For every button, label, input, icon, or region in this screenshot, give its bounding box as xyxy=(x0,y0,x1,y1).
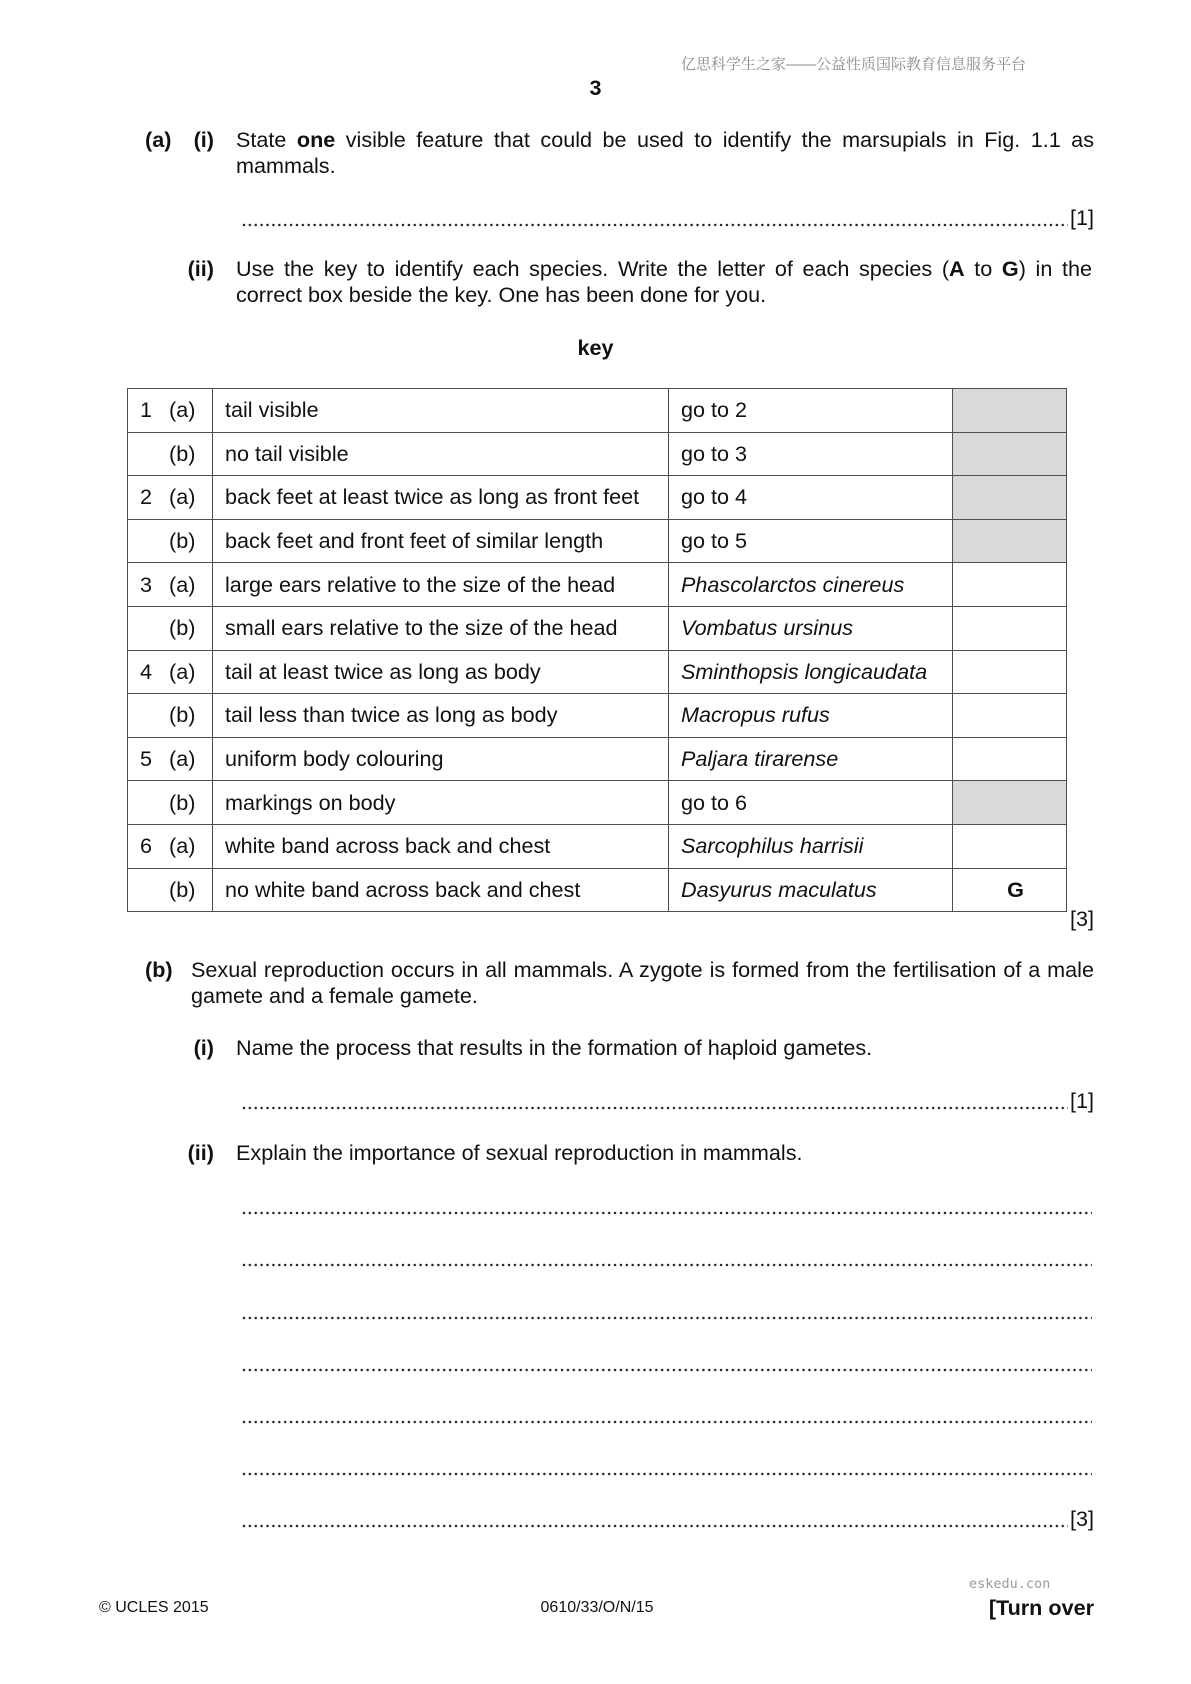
marks-label: [1] xyxy=(1069,205,1094,230)
key-step-number: 1 xyxy=(140,397,153,423)
answer-box-shaded xyxy=(953,389,1067,433)
answer-line-b-ii xyxy=(241,1350,1092,1376)
key-description: markings on body xyxy=(213,781,669,825)
question-b-label: (b) xyxy=(145,957,173,982)
answer-box xyxy=(953,737,1067,781)
key-step-part: (b) xyxy=(169,702,196,728)
watermark-site-text: eskedu.con xyxy=(969,1576,1051,1592)
question-b-ii-label: (ii) xyxy=(187,1140,214,1165)
question-a-i-text xyxy=(236,127,1094,179)
key-step-part: (a) xyxy=(169,833,196,859)
question-a-i-label: (i) xyxy=(193,127,214,152)
key-description: large ears relative to the size of the head xyxy=(213,563,669,607)
question-a-ii-letter-a: A xyxy=(949,256,965,281)
key-row xyxy=(128,868,1067,912)
question-a-ii-text-3: ) in the correct box beside the key. One has been done for you. xyxy=(236,256,1092,307)
key-step-part: (a) xyxy=(169,571,196,597)
key-table xyxy=(127,388,1067,912)
answer-line-b-ii xyxy=(241,1298,1092,1324)
key-row xyxy=(128,824,1067,868)
key-step-cell xyxy=(128,563,213,607)
key-step-cell xyxy=(128,650,213,694)
key-species-name: Sminthopsis longicaudata xyxy=(669,650,953,694)
key-step-cell xyxy=(128,824,213,868)
key-step-cell xyxy=(128,432,213,476)
question-a-i-emphasis: one xyxy=(296,127,336,152)
answer-box-shaded xyxy=(953,519,1067,563)
question-b-i-label: (i) xyxy=(193,1035,214,1060)
key-step-part: (a) xyxy=(169,746,196,772)
answer-dotted-line xyxy=(241,1263,1092,1267)
question-a-ii-text-1: Use the key to identify each species. Write the letter of each species ( xyxy=(236,256,950,281)
answer-line-b-ii xyxy=(241,1454,1092,1480)
answer-line-a-i xyxy=(241,205,1094,231)
key-step-part: (a) xyxy=(169,397,196,423)
answer-box xyxy=(953,824,1067,868)
key-description: tail less than twice as long as body xyxy=(213,694,669,738)
key-outcome: go to 2 xyxy=(669,389,953,433)
key-description: uniform body colouring xyxy=(213,737,669,781)
question-b-text: Sexual reproduction occurs in all mammals. A zygote is formed from the fertilisation of a male gamete and a female gamete. xyxy=(191,957,1094,1008)
answer-box xyxy=(953,563,1067,607)
question-a-i-text-end: visible feature that could be used to identify the marsupials in Fig. 1.1 as mammals. xyxy=(236,127,1094,178)
key-step-number: 3 xyxy=(140,571,153,597)
question-a-i-text-start: State xyxy=(236,127,297,152)
key-row xyxy=(128,781,1067,825)
answer-line-b-ii xyxy=(241,1245,1092,1271)
key-step-cell xyxy=(128,389,213,433)
key-description: back feet and front feet of similar length xyxy=(213,519,669,563)
answer-dotted-line xyxy=(241,1211,1092,1215)
key-step-part: (b) xyxy=(169,615,196,641)
answer-box xyxy=(953,606,1067,650)
marks-label: [3] xyxy=(1069,906,1094,931)
key-species-name: Macropus rufus xyxy=(669,694,953,738)
question-b-ii-text: Explain the importance of sexual reproduction in mammals. xyxy=(236,1140,803,1165)
key-species-name: Paljara tirarense xyxy=(669,737,953,781)
key-step-part: (b) xyxy=(169,528,196,554)
key-outcome: go to 4 xyxy=(669,476,953,520)
answer-dotted-line xyxy=(241,1420,1092,1424)
answer-box-example: G xyxy=(953,868,1067,912)
key-row xyxy=(128,694,1067,738)
question-a-ii-label: (ii) xyxy=(187,256,214,281)
question-b-i-text: Name the process that results in the formation of haploid gametes. xyxy=(236,1035,873,1060)
key-row xyxy=(128,606,1067,650)
key-step-cell xyxy=(128,868,213,912)
key-step-number: 5 xyxy=(140,746,153,772)
key-row xyxy=(128,389,1067,433)
footer-paper-code: 0610/33/O/N/15 xyxy=(540,1599,654,1616)
key-step-part: (b) xyxy=(169,789,196,815)
footer-copyright: © UCLES 2015 xyxy=(99,1599,209,1616)
key-description: small ears relative to the size of the head xyxy=(213,606,669,650)
key-species-name: Phascolarctos cinereus xyxy=(669,563,953,607)
marks-label: [3] xyxy=(1069,1506,1094,1531)
footer-turn-over: [Turn over xyxy=(988,1595,1094,1620)
answer-box-shaded xyxy=(953,476,1067,520)
key-step-part: (a) xyxy=(169,658,196,684)
key-species-name: Dasyurus maculatus xyxy=(669,868,953,912)
answer-dotted-line xyxy=(241,1106,1068,1110)
answer-box-shaded xyxy=(953,781,1067,825)
key-step-cell xyxy=(128,694,213,738)
key-step-number: 4 xyxy=(140,658,153,684)
key-species-name: Vombatus ursinus xyxy=(669,606,953,650)
key-row xyxy=(128,519,1067,563)
page-number: 3 xyxy=(589,75,602,100)
key-outcome: go to 3 xyxy=(669,432,953,476)
key-step-part: (a) xyxy=(169,484,196,510)
key-description: no tail visible xyxy=(213,432,669,476)
key-step-part: (b) xyxy=(169,876,196,902)
answer-box-shaded xyxy=(953,432,1067,476)
question-a-label: (a) xyxy=(145,127,172,152)
answer-line-b-ii xyxy=(241,1506,1094,1532)
key-step-cell xyxy=(128,606,213,650)
question-a-ii-text-2: to xyxy=(964,256,1002,281)
answer-line-b-i xyxy=(241,1088,1094,1114)
answer-dotted-line xyxy=(241,1368,1092,1372)
key-title: key xyxy=(577,335,614,360)
key-step-cell xyxy=(128,737,213,781)
answer-dotted-line xyxy=(241,223,1068,227)
key-description: back feet at least twice as long as front feet xyxy=(213,476,669,520)
question-a-ii-letter-g: G xyxy=(1001,256,1019,281)
key-step-cell xyxy=(128,476,213,520)
key-species-name: Sarcophilus harrisii xyxy=(669,824,953,868)
key-row xyxy=(128,650,1067,694)
answer-dotted-line xyxy=(241,1524,1068,1528)
answer-dotted-line xyxy=(241,1472,1092,1476)
key-row xyxy=(128,563,1067,607)
key-outcome: go to 5 xyxy=(669,519,953,563)
key-description: tail at least twice as long as body xyxy=(213,650,669,694)
key-step-number: 2 xyxy=(140,484,153,510)
key-outcome: go to 6 xyxy=(669,781,953,825)
key-description: no white band across back and chest xyxy=(213,868,669,912)
marks-label: [1] xyxy=(1069,1088,1094,1113)
answer-box xyxy=(953,694,1067,738)
answer-line-b-ii xyxy=(241,1402,1092,1428)
key-step-part: (b) xyxy=(169,440,196,466)
key-step-cell xyxy=(128,519,213,563)
watermark-header-text: 亿思科学生之家——公益性质国际教育信息服务平台 xyxy=(681,56,1027,73)
key-description: white band across back and chest xyxy=(213,824,669,868)
key-step-number: 6 xyxy=(140,833,153,859)
key-row xyxy=(128,432,1067,476)
question-a-ii-text xyxy=(236,256,1092,308)
key-step-cell xyxy=(128,781,213,825)
answer-box xyxy=(953,650,1067,694)
key-row xyxy=(128,476,1067,520)
answer-dotted-line xyxy=(241,1316,1092,1320)
key-description: tail visible xyxy=(213,389,669,433)
key-row xyxy=(128,737,1067,781)
answer-line-b-ii xyxy=(241,1193,1092,1219)
